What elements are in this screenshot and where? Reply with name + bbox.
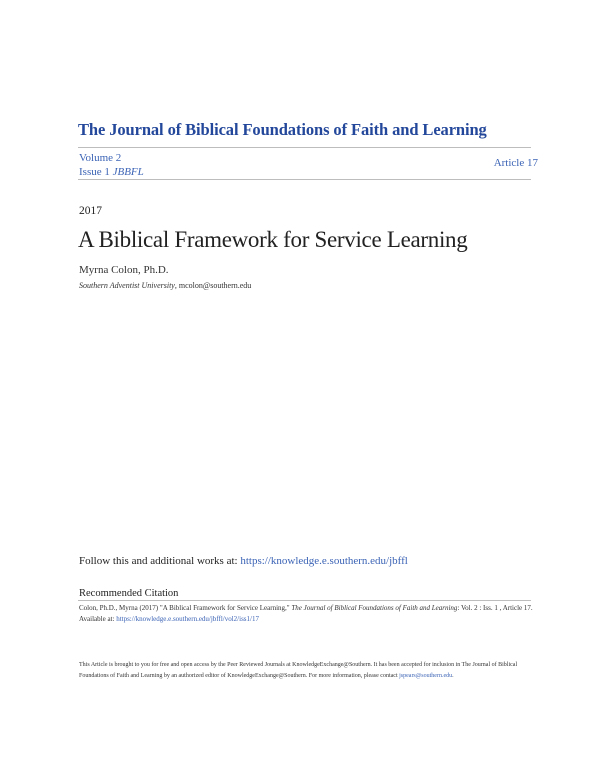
issue-line[interactable]: [79, 165, 144, 179]
issue-abbrev[interactable]: JBBFL: [112, 166, 144, 178]
contact-email-link[interactable]: jspears@southern.edu: [399, 672, 453, 679]
volume-link[interactable]: Volume 2: [79, 152, 122, 164]
journal-title[interactable]: The Journal of Biblical Foundations of Faith and Learning: [78, 120, 487, 139]
affiliation-name: Southern Adventist University: [79, 281, 175, 290]
citation-heading: Recommended Citation: [79, 588, 179, 599]
access-notice-text: This Article is brought to you for free and open access by the Peer Reviewed Journals at KnowledgeExchange@Southern. It has been accepted for inclusion in The Journal of Biblical Foundations of Faith and Learning by an authorized editor of KnowledgeExchange@Southern. For more information, please contact: [79, 662, 518, 679]
header-top-rule: [78, 147, 531, 148]
citation-rule: [78, 600, 531, 601]
access-notice: [79, 660, 534, 681]
available-label: Available at:: [79, 614, 117, 623]
author-affiliation: [79, 281, 251, 290]
citation-text-after: : Vol. 2 : Iss. 1 , Article 17.: [457, 604, 533, 612]
paper-title: A Biblical Framework for Service Learning: [78, 227, 468, 252]
citation-text-before: Colon, Ph.D., Myrna (2017) "A Biblical Framework for Service Learning,": [79, 604, 292, 612]
access-notice-end: .: [452, 672, 454, 679]
author-name: Myrna Colon, Ph.D.: [79, 264, 169, 276]
citation-journal: The Journal of Biblical Foundations of Faith and Learning: [291, 604, 458, 612]
article-number[interactable]: Article 17: [493, 157, 538, 169]
available-link[interactable]: https://knowledge.e.southern.edu/jbffl/vol2/iss1/17: [116, 614, 259, 623]
issue-link[interactable]: Issue 1: [79, 166, 110, 178]
follow-text: Follow this and additional works at:: [79, 555, 241, 567]
header-bottom-rule: [78, 179, 531, 180]
volume-issue-block: [79, 151, 144, 179]
follow-link[interactable]: https://knowledge.e.southern.edu/jbffl: [240, 555, 408, 567]
citation-body: [79, 603, 534, 624]
follow-line: [79, 555, 408, 567]
publication-year: 2017: [79, 205, 102, 217]
author-email: , mcolon@southern.edu: [174, 281, 252, 290]
